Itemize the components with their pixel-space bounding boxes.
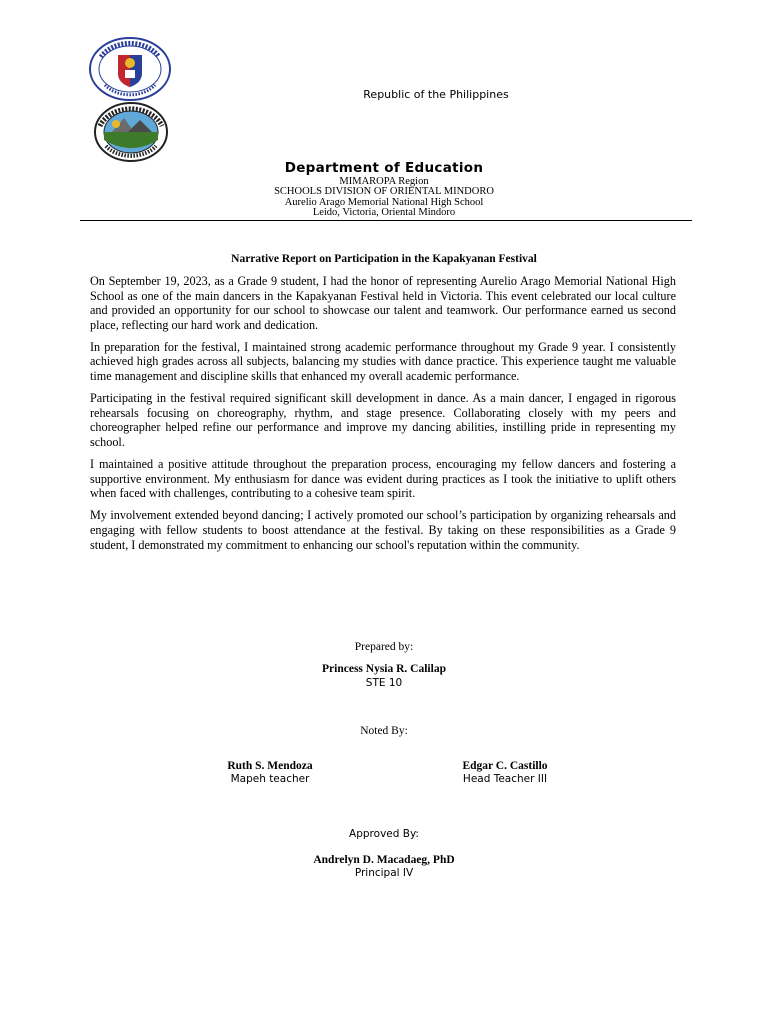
prepared-by-name: Princess Nysia R. Calilap — [322, 663, 446, 675]
approved-by-role: Principal IV — [354, 867, 414, 879]
noted-by-role-2: Head Teacher III — [462, 773, 548, 785]
department-title: Department of Education — [284, 160, 484, 176]
approved-by-label: Approved By: — [349, 828, 419, 840]
paragraph-5: My involvement extended beyond dancing; I actively promoted our school’s participation by organizing rehearsals and engaging with fellow students to boost attendance at the festival. By taking on these responsibilities as a Grade 9 student, I demonstrated my commitment to enhancing our school's reputation within the community. — [90, 508, 676, 552]
prepared-by-label: Prepared by: — [354, 641, 414, 653]
header-divider — [80, 220, 692, 221]
region-line: MIMAROPA Region — [339, 176, 429, 187]
paragraph-3: Participating in the festival required significant skill development in dance. As a main dancer, I engaged in rigorous rehearsals focusing on choreography, rhythm, and stage presence. Collaborating closely with my peers and choreographer helped refine our performance and improve my dancing abilities, instilling pride in representing my school. — [90, 391, 676, 449]
prepared-by-role: STE 10 — [365, 677, 403, 689]
report-body — [90, 274, 676, 560]
noted-by-label: Noted By: — [360, 725, 408, 737]
approved-by-name: Andrelyn D. Macadaeg, PhD — [313, 854, 455, 866]
paragraph-2: In preparation for the festival, I maintained strong academic performance throughout my Grade 9 year. I consistently achieved high grades across all subjects, balancing my studies with dance practice. This experience taught me valuable time management and discipline skills that enhanced my overall academic performance. — [90, 339, 676, 384]
noted-by-role-1: Mapeh teacher — [230, 773, 310, 785]
school-line: Aurelio Arago Memorial National High School — [284, 197, 484, 208]
address-line: Leido, Victoria, Oriental Mindoro — [312, 207, 456, 218]
noted-by-name-1: Ruth S. Mendoza — [227, 760, 313, 772]
noted-by-name-2: Edgar C. Castillo — [462, 760, 548, 772]
paragraph-4: I maintained a positive attitude throughout the preparation process, encouraging my fellow dancers and fostering a supportive environment. My enthusiasm for dance was evident during practices as I took the initiative to uplift others when faced with challenges, contributing to a cohesive team spirit. — [90, 457, 676, 501]
division-line: SCHOOLS DIVISION OF ORIENTAL MINDORO — [274, 186, 494, 197]
school-seal-logo — [94, 102, 168, 162]
report-title: Narrative Report on Participation in the Kapakyanan Festival — [231, 253, 537, 265]
republic-line: Republic of the Philippines — [363, 88, 509, 101]
paragraph-1: On September 19, 2023, as a Grade 9 student, I had the honor of representing Aurelio Arago Memorial National High School as one of the main dancers in the Kapakyanan Festival held in Victoria. This event celebrated our local culture and provided an opportunity for our school to showcase our talent and teamwork. Our performance earned us second place, reflecting our hard work and dedication. — [90, 274, 676, 332]
